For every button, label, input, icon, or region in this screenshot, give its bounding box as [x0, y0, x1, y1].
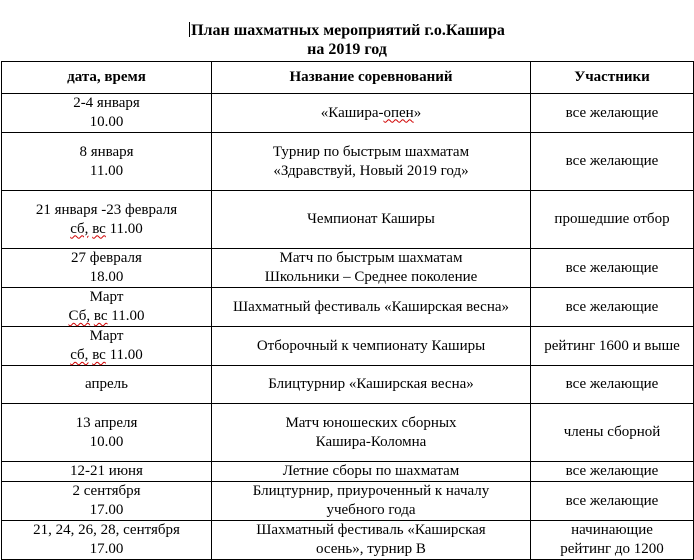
name-line: Кашира-Коломна [315, 433, 427, 450]
date-line: 2 сентября [72, 483, 141, 499]
name-line: Блицтурнир, приуроченный к началу [252, 483, 490, 499]
date-line: 17.00 [89, 502, 124, 518]
participants-line: все желающие [565, 259, 659, 276]
date-line: 10.00 [89, 114, 124, 130]
cell-event-name [212, 482, 531, 521]
date-line: апрель [85, 376, 128, 392]
date-line: 10.00 [89, 433, 124, 450]
name-line: Шахматный фестиваль «Каширская [256, 522, 486, 538]
date-line: 18.00 [89, 269, 124, 285]
name-line: Матч по быстрым шахматам [279, 250, 463, 266]
document-title [0, 21, 694, 59]
cell-date [2, 288, 212, 327]
name-line: Отборочный к чемпионату Каширы [256, 337, 486, 354]
cell-date [2, 249, 212, 288]
cell-event-name [212, 327, 531, 366]
cell-date [2, 94, 212, 133]
table-row [2, 366, 694, 404]
cell-event-name [212, 249, 531, 288]
name-line: Летние сборы по шахматам [282, 463, 460, 479]
cell-participants [531, 94, 694, 133]
header-name: Название соревнований [212, 62, 531, 94]
cell-participants [531, 404, 694, 462]
cell-participants [531, 133, 694, 191]
cell-participants [531, 366, 694, 404]
name-line: осень», турнир В [316, 541, 426, 557]
table-header-row [2, 62, 694, 94]
date-line: 8 января [79, 143, 134, 160]
date-line: Март [89, 328, 124, 344]
cell-event-name [212, 133, 531, 191]
name-line: Матч юношеских сборных [285, 414, 457, 431]
cell-date [2, 482, 212, 521]
date-line: 2-4 января [73, 95, 140, 111]
participants-line: все желающие [565, 298, 659, 315]
table-row [2, 288, 694, 327]
cell-date [2, 327, 212, 366]
table-row [2, 482, 694, 521]
participants-line: рейтинг до 1200 [560, 541, 664, 557]
table-row [2, 521, 694, 560]
name-line: Чемпионат Каширы [307, 211, 435, 227]
name-line: учебного года [326, 502, 416, 518]
table-row [2, 94, 694, 133]
participants-line: рейтинг 1600 и выше [544, 337, 680, 354]
cell-date [2, 133, 212, 191]
cell-event-name [212, 404, 531, 462]
cell-date [2, 462, 212, 482]
name-line: Турнир по быстрым шахматам [272, 143, 470, 160]
cell-participants [531, 288, 694, 327]
participants-line: все желающие [565, 153, 659, 169]
cell-event-name [212, 94, 531, 133]
cell-event-name [212, 191, 531, 249]
table-row [2, 404, 694, 462]
date-line: 21 января -23 февраля [35, 201, 178, 218]
name-line: «Кашира-опен» [320, 104, 422, 121]
cell-date [2, 191, 212, 249]
participants-line: все желающие [565, 463, 659, 479]
title-line-1: План шахматных мероприятий г.о.Кашира [191, 22, 505, 39]
participants-line: все желающие [565, 492, 659, 509]
text-cursor [189, 22, 190, 37]
cell-event-name [212, 366, 531, 404]
cell-participants [531, 191, 694, 249]
date-line: сб, вс 11.00 [70, 347, 143, 363]
date-line: 13 апреля [75, 414, 138, 431]
date-line: 17.00 [89, 541, 124, 557]
participants-line: начинающие [571, 522, 653, 538]
cell-participants [531, 521, 694, 560]
participants-line: все желающие [565, 104, 659, 121]
table-row [2, 191, 694, 249]
date-line: сб, вс 11.00 [70, 220, 143, 237]
name-line: Блицтурнир «Каширская весна» [268, 376, 474, 392]
participants-line: все желающие [565, 376, 659, 392]
participants-line: прошедшие отбор [554, 211, 670, 227]
name-line: Шахматный фестиваль «Каширская весна» [232, 298, 510, 315]
cell-participants [531, 482, 694, 521]
header-date: дата, время [2, 62, 212, 94]
date-line: 27 февраля [71, 250, 142, 266]
date-line: Сб, вс 11.00 [68, 308, 145, 324]
cell-event-name [212, 521, 531, 560]
cell-date [2, 521, 212, 560]
cell-participants [531, 249, 694, 288]
cell-event-name [212, 288, 531, 327]
cell-event-name [212, 462, 531, 482]
table-row [2, 133, 694, 191]
cell-participants [531, 462, 694, 482]
header-participants: Участники [531, 62, 694, 94]
date-line: 12-21 июня [70, 463, 143, 479]
cell-participants [531, 327, 694, 366]
name-line: «Здравствуй, Новый 2019 год» [273, 162, 469, 179]
title-line-2: на 2019 год [307, 41, 387, 58]
cell-date [2, 404, 212, 462]
table-row [2, 327, 694, 366]
table-row [2, 462, 694, 482]
table-row [2, 249, 694, 288]
date-line: Март [89, 289, 124, 305]
participants-line: члены сборной [563, 424, 661, 440]
events-table [1, 61, 694, 560]
cell-date [2, 366, 212, 404]
date-line: 21, 24, 26, 28, сентября [33, 522, 180, 538]
name-line: Школьники – Среднее поколение [264, 269, 478, 285]
date-line: 11.00 [89, 162, 124, 179]
